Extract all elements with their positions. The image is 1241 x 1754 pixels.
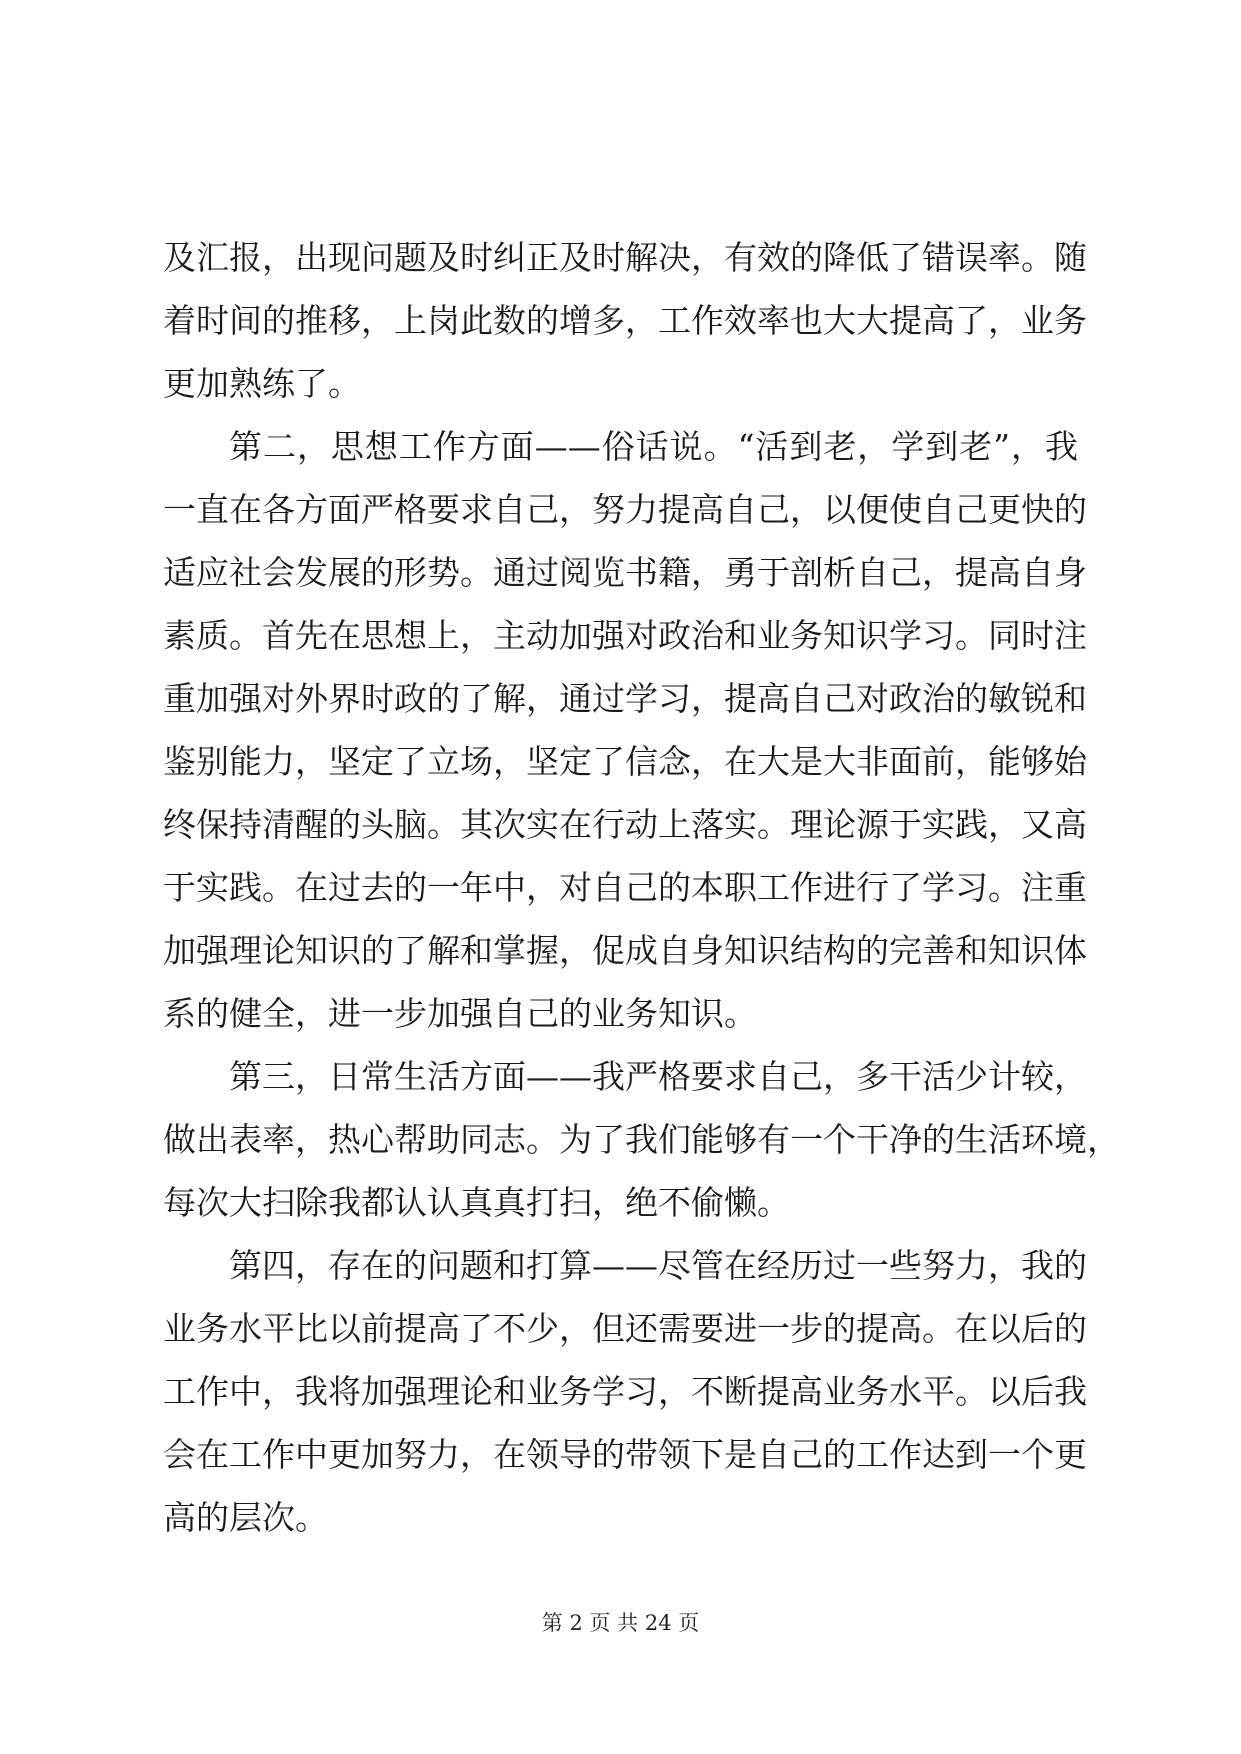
paragraph-line: 第三，日常生活方面——我严格要求自己，多干活少计较，: [229, 1057, 1087, 1096]
paragraph-line: 业务水平比以前提高了不少，但还需要进一步的提高。在以后的: [163, 1309, 1087, 1348]
paragraph-line: 重加强对外界时政的了解，通过学习，提高自己对政治的敏锐和: [163, 679, 1087, 718]
paragraph-line: 加强理论知识的了解和掌握，促成自身知识结构的完善和知识体: [163, 931, 1087, 970]
paragraph-line: 于实践。在过去的一年中，对自己的本职工作进行了学习。注重: [163, 868, 1087, 907]
paragraph-line: 终保持清醒的头脑。其次实在行动上落实。理论源于实践，又高: [163, 805, 1087, 844]
page-number-footer: 第 2 页 共 24 页: [541, 1611, 700, 1635]
paragraph-line: 素质。首先在思想上，主动加强对政治和业务知识学习。同时注: [163, 616, 1087, 655]
paragraph: [163, 1045, 1120, 1234]
paragraph-line: 会在工作中更加努力，在领导的带领下是自己的工作达到一个更: [163, 1435, 1087, 1474]
paragraph-line: 着时间的推移，上岗此数的增多，工作效率也大大提高了，业务: [163, 301, 1087, 340]
paragraph-line: 做出表率，热心帮助同志。为了我们能够有一个干净的生活环境，: [163, 1120, 1120, 1159]
paragraph-line: 及汇报，出现问题及时纠正及时解决，有效的降低了错误率。随: [163, 238, 1087, 277]
paragraph-line: 第二，思想工作方面——俗话说。“活到老，学到老”，我: [229, 427, 1078, 466]
paragraph-line: 工作中，我将加强理论和业务学习，不断提高业务水平。以后我: [163, 1372, 1087, 1411]
paragraph-line: 鉴别能力，坚定了立场，坚定了信念，在大是大非面前，能够始: [163, 742, 1087, 781]
paragraph-line: 更加熟练了。: [163, 364, 361, 403]
document-body: [163, 226, 1120, 1549]
paragraph: [163, 226, 1087, 415]
paragraph: [163, 415, 1087, 1045]
paragraph-line: 系的健全，进一步加强自己的业务知识。: [163, 994, 757, 1033]
paragraph-line: 适应社会发展的形势。通过阅览书籍，勇于剖析自己，提高自身: [163, 553, 1087, 592]
paragraph-line: 高的层次。: [163, 1498, 328, 1537]
paragraph: [163, 1234, 1087, 1549]
paragraph-line: 一直在各方面严格要求自己，努力提高自己，以便使自己更快的: [163, 490, 1087, 529]
paragraph-line: 第四，存在的问题和打算——尽管在经历过一些努力，我的: [229, 1246, 1087, 1285]
paragraph-line: 每次大扫除我都认认真真打扫，绝不偷懒。: [163, 1183, 790, 1222]
